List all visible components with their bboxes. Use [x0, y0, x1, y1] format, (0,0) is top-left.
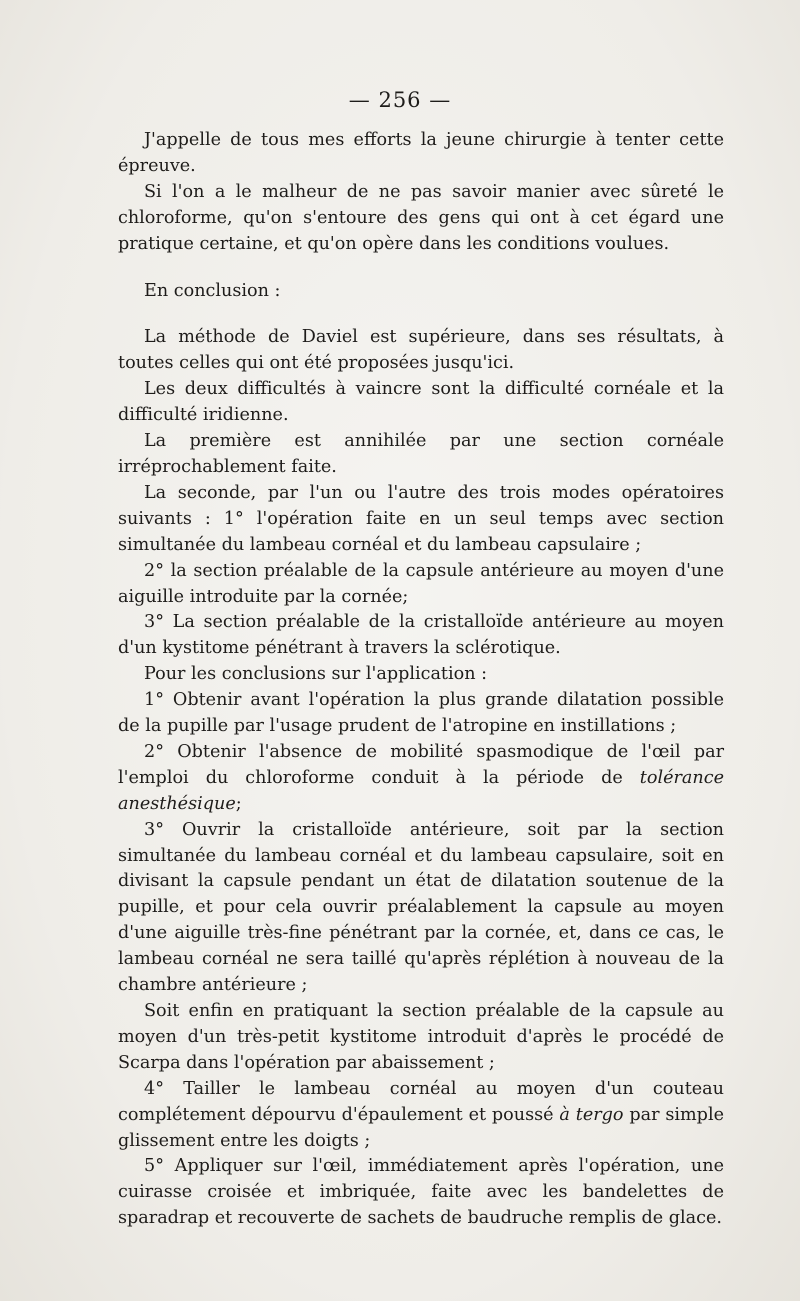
paragraph: 3° Ouvrir la cristalloïde antérieure, soit par la section simultanée du lambeau cornéal et du lambeau capsulaire, soit en divisant la capsule pendant un état de dilatation soutenue de la pupille, et pour cela ouvrir préalablement la capsule au moyen d'une aiguille très-fine pénétrant par la cornée, et, dans ce cas, le lambeau cornéal ne sera taillé qu'après réplétion à nouveau de la chambre antérieure ; — [118, 819, 724, 996]
paragraph: La première est annihilée par une section cornéale irréprochablement faite. — [118, 431, 724, 477]
paragraph: Soit enfin en pratiquant la section préalable de la capsule au moyen d'un très-petit kystitome introduit d'après le procédé de Scarpa dans l'opération par abaissement ; — [118, 1001, 724, 1073]
conclusion-heading: En conclusion : — [144, 280, 281, 301]
paragraph-text: par simple glissement entre les doigts ; — [118, 1104, 724, 1151]
paragraph: Pour les conclusions sur l'application : — [144, 664, 488, 685]
paragraph: Les deux difficultés à vaincre sont la difficulté cornéale et la difficulté iridienne. — [118, 379, 724, 426]
page-number: — 256 — — [348, 88, 452, 112]
body-text — [118, 128, 724, 1232]
paragraph-text: ; — [235, 793, 242, 814]
paragraph: 3° La section préalable de la cristalloïde antérieure au moyen d'un kystitome pénétrant à travers la sclérotique. — [118, 612, 724, 659]
paragraph: 1° Obtenir avant l'opération la plus grande dilatation possible de la pupille par l'usage prudent de l'atropine en instillations ; — [118, 690, 724, 737]
paragraph: 5° Appliquer sur l'œil, immédiatement après l'opération, une cuirasse croisée et imbriquée, faite avec les bandelettes de sparadrap et recouverte de sachets de baudruche remplis de glace. — [118, 1156, 724, 1229]
paragraph: La seconde, par l'un ou l'autre des trois modes opératoires suivants : 1° l'opération faite en un seul temps avec section simultanée du lambeau cornéal et du lambeau capsulaire ; — [118, 482, 724, 555]
italic-phrase: à tergo — [559, 1104, 624, 1125]
italic-phrase: tolérance anesthésique — [118, 767, 724, 814]
paragraph-text: 4° Tailler le lambeau cornéal au moyen d'un couteau complétement dépourvu d'épaulement et poussé — [118, 1078, 724, 1125]
paragraph — [118, 1077, 724, 1155]
paragraph: J'appelle de tous mes efforts la jeune chirurgie à tenter cette épreuve. — [118, 130, 724, 176]
paragraph — [118, 740, 724, 818]
paragraph: Si l'on a le malheur de ne pas savoir manier avec sûreté le chloroforme, qu'on s'entoure des gens qui ont à cet égard une pratique certaine, et qu'on opère dans les conditions voulues. — [118, 181, 724, 254]
paragraph-text: 2° Obtenir l'absence de mobilité spasmodique de l'œil par l'emploi du chloroforme conduit à la période de — [118, 741, 724, 788]
paragraph: La méthode de Daviel est supérieure, dans ses résultats, à toutes celles qui ont été proposées jusqu'ici. — [118, 327, 724, 374]
paragraph: 2° la section préalable de la capsule antérieure au moyen d'une aiguille introduite par la cornée; — [118, 560, 724, 607]
